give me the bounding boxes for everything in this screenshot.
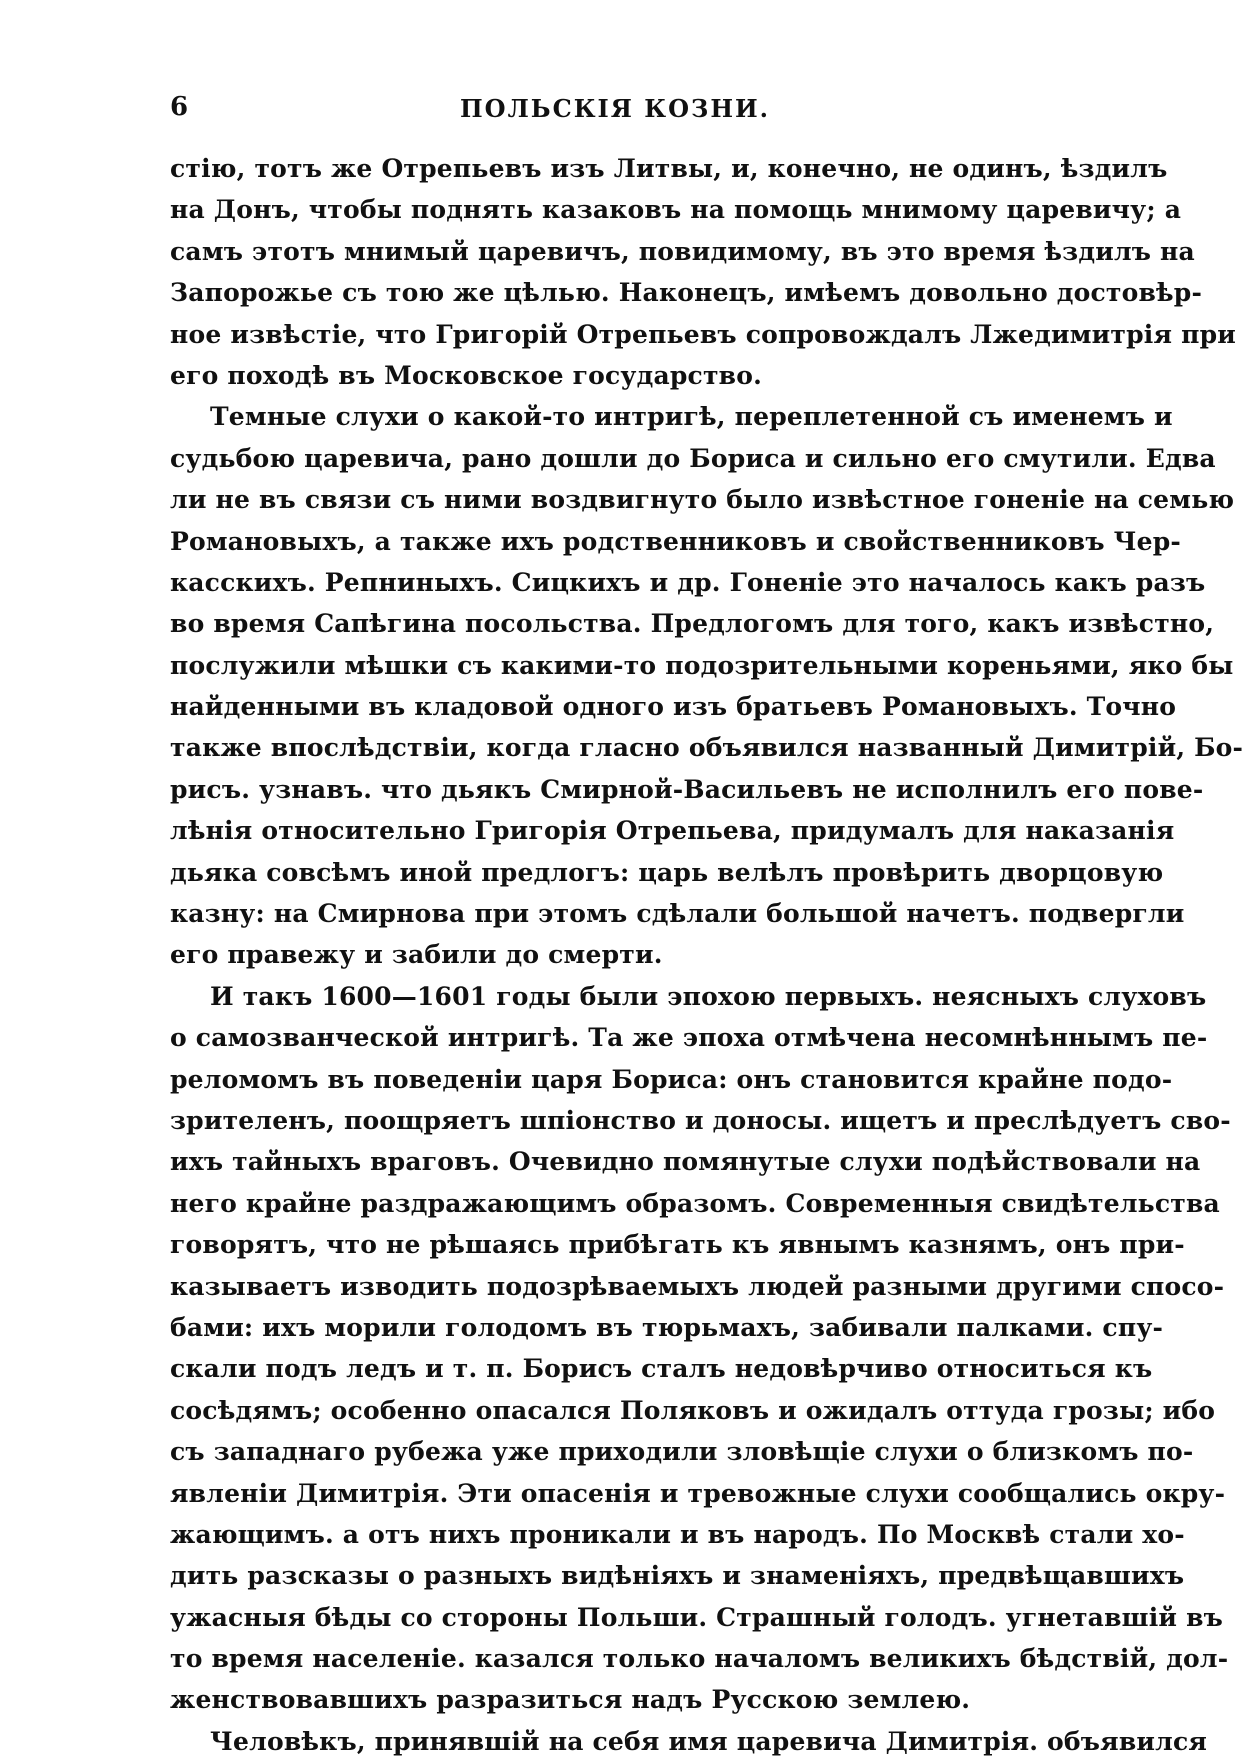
- text-line: его походѣ въ Московское государство.: [170, 360, 763, 390]
- text-line: дьяка совсѣмъ иной предлогъ: царь велѣлъ провѣрить дворцовую: [170, 857, 1164, 887]
- text-line: то время населеніе. казался только началомъ великихъ бѣдствій, дол-: [170, 1644, 1229, 1674]
- text-line: самъ этотъ мнимый царевичъ, повидимому, въ это время ѣздилъ на: [170, 236, 1195, 266]
- text-line: найденными въ кладовой одного изъ братьевъ Романовыхъ. Точно: [170, 692, 1177, 722]
- text-line: Темные слухи о какой-то интригѣ, переплетенной съ именемъ и: [210, 402, 1173, 432]
- text-line: ли не въ связи съ ними воздвигнуто было извѣстное гоненіе на семью: [170, 485, 1235, 515]
- text-line: лѣнія относительно Григорія Отрепьева, придумалъ для наказанія: [170, 816, 1175, 846]
- text-line: во время Сапѣгина посольства. Предлогомъ для того, какъ извѣстно,: [170, 609, 1215, 639]
- text-line: ное извѣстіе, что Григорій Отрепьевъ сопровождалъ Лжедимитрія при: [170, 319, 1236, 349]
- text-line: ужасныя бѣды со стороны Польши. Страшный голодъ. угнетавшій въ: [170, 1602, 1224, 1632]
- text-line: казну: на Смирнова при этомъ сдѣлали большой начетъ. подвергли: [170, 899, 1185, 929]
- text-line: послужили мѣшки съ какими-то подозрительными кореньями, яко бы: [170, 650, 1234, 680]
- text-line: жающимъ. а отъ нихъ проникали и въ народъ. По Москвѣ стали хо-: [170, 1519, 1185, 1549]
- running-title: ПОЛЬСКІЯ КОЗНИ.: [460, 94, 771, 123]
- text-line: о самозванческой интригѣ. Та же эпоха отмѣчена несомнѣннымъ пе-: [170, 1023, 1208, 1053]
- text-line: сосѣдямъ; особенно опасался Поляковъ и ожидалъ оттуда грозы; ибо: [170, 1395, 1216, 1425]
- text-line: женствовавшихъ разразиться надъ Русскою землею.: [170, 1685, 971, 1715]
- text-line: говорятъ, что не рѣшаясь прибѣгать къ явнымъ казнямъ, онъ при-: [170, 1230, 1185, 1260]
- text-line: касскихъ. Репниныхъ. Сицкихъ и др. Гоненіе это началось какъ разъ: [170, 567, 1206, 597]
- text-line: стію, тотъ же Отрепьевъ изъ Литвы, и, конечно, не одинъ, ѣздилъ: [170, 154, 1168, 183]
- text-line: Человѣкъ, принявшій на себя имя царевича Димитрія. объявился: [210, 1726, 1208, 1756]
- text-line: рисъ. узнавъ. что дьякъ Смирной-Васильевъ не исполнилъ его пове-: [170, 774, 1204, 804]
- text-line: ихъ тайныхъ враговъ. Очевидно помянутые слухи подѣйствовали на: [170, 1147, 1201, 1177]
- text-line: также впослѣдствіи, когда гласно объявился названный Димитрій, Бо-: [170, 733, 1243, 763]
- text-line: казываетъ изводить подозрѣваемыхъ людей разными другими спосо-: [170, 1271, 1225, 1301]
- page-number: 6: [170, 92, 189, 122]
- text-line: реломомъ въ поведеніи царя Бориса: онъ становится крайне подо-: [170, 1064, 1173, 1094]
- text-line: съ западнаго рубежа уже приходили зловѣщіе слухи о близкомъ по-: [170, 1437, 1194, 1467]
- text-line: Романовыхъ, а также ихъ родственниковъ и свойственниковъ Чер-: [170, 526, 1181, 556]
- text-line: явленіи Димитрія. Эти опасенія и тревожные слухи сообщались окру-: [170, 1478, 1226, 1508]
- text-line: Запорожье съ тою же цѣлью. Наконецъ, имѣемъ довольно достовѣр-: [170, 278, 1203, 308]
- text-line: на Донъ, чтобы поднять казаковъ на помощь мнимому царевичу; а: [170, 195, 1182, 225]
- text-line: И такъ 1600—1601 годы были эпохою первыхъ. неясныхъ слуховъ: [210, 981, 1207, 1011]
- body-text: [170, 148, 1243, 1762]
- text-line: судьбою царевича, рано дошли до Бориса и сильно его смутили. Едва: [170, 443, 1216, 473]
- page-header: [170, 92, 960, 132]
- text-line: зрителенъ, поощряетъ шпіонство и доносы. ищетъ и преслѣдуетъ сво-: [170, 1105, 1231, 1135]
- text-line: дить разсказы о разныхъ видѣніяхъ и знаменіяхъ, предвѣщавшихъ: [170, 1561, 1185, 1591]
- text-line: скали подъ ледъ и т. п. Борисъ сталъ недовѣрчиво относиться къ: [170, 1354, 1153, 1384]
- text-line: бами: ихъ морили голодомъ въ тюрьмахъ, забивали палками. спу-: [170, 1312, 1164, 1342]
- text-line: него крайне раздражающимъ образомъ. Современныя свидѣтельства: [170, 1188, 1220, 1218]
- text-line: его правежу и забили до смерти.: [170, 940, 663, 970]
